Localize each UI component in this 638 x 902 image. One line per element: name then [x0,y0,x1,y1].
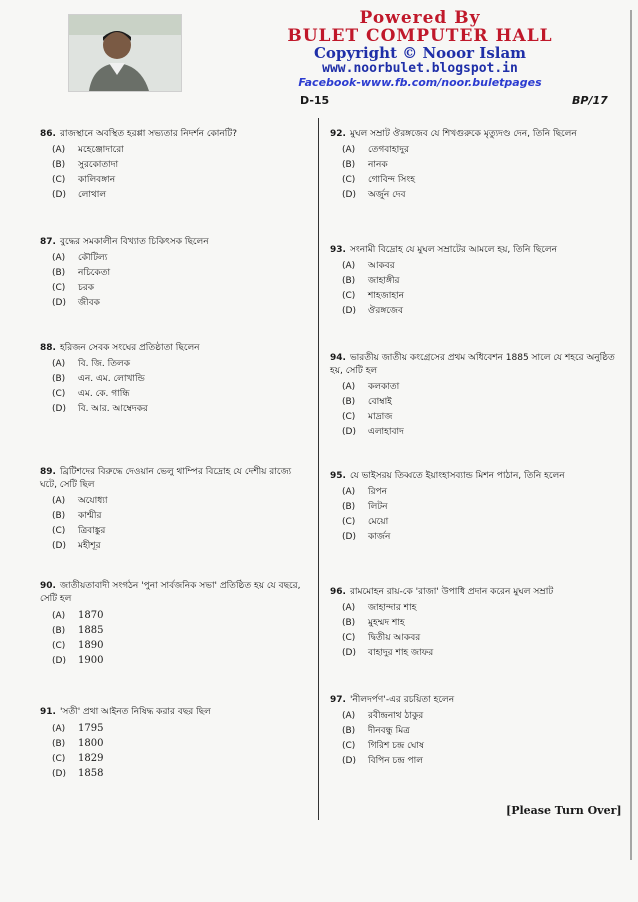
question-number: 96. [330,587,346,597]
question-text: বুদ্ধের সমকালীন বিখ্যাত চিকিৎসক ছিলেন [59,237,209,247]
option-d[interactable]: (D) বিপিন চন্দ্র পাল [342,756,423,766]
question-92 [330,128,620,203]
option-d[interactable]: (D) জীবক [52,298,100,308]
option-a[interactable]: (A) 1870 [52,610,104,621]
option-d[interactable]: (D) 1858 [52,768,104,779]
option-d[interactable]: (D) এলাহাবাদ [342,427,404,437]
set-code: D-15 [300,94,330,107]
booklet-code: BP/17 [572,94,608,107]
question-93 [330,244,620,319]
option-c[interactable]: (C) মেয়ো [342,517,389,527]
option-d[interactable]: (D) 1900 [52,655,104,666]
option-b[interactable]: (B) জাহাঙ্গীর [342,276,400,286]
option-c[interactable]: (C) কালিবঙ্গান [52,175,116,185]
option-c[interactable]: (C) মাদ্রাজ [342,412,393,422]
column-divider [318,118,319,820]
option-b[interactable]: (B) 1885 [52,625,104,636]
option-b[interactable]: (B) 1800 [52,738,104,749]
option-a[interactable]: (A) তেগবাহাদুর [342,145,409,155]
question-number: 87. [40,237,56,247]
question-number: 86. [40,129,56,139]
question-number: 93. [330,245,346,255]
option-d[interactable]: (D) মহীশূর [52,541,101,551]
question-88 [40,342,308,417]
question-number: 92. [330,129,346,139]
option-c[interactable]: (C) দ্বিতীয় আকবর [342,633,421,643]
question-89 [40,466,308,554]
option-b[interactable]: (B) এন. এম. লোখান্ডি [52,374,145,384]
option-d[interactable]: (D) অর্জুন দেব [342,190,406,200]
option-c[interactable]: (C) এম. কে. গান্ধি [52,389,130,399]
option-a[interactable]: (A) অযোধ্যা [52,496,108,506]
question-91 [40,706,308,781]
option-b[interactable]: (B) বোম্বাই [342,397,392,407]
question-number: 94. [330,353,346,363]
option-d[interactable]: (D) বি. আর. আম্বেদকর [52,404,148,414]
author-photo [68,14,182,92]
question-text: হরিজন সেবক সংঘের প্রতিষ্ঠাতা ছিলেন [59,343,200,353]
question-text: যে ভাইসরয় তিব্বতে ইয়াংহাসব্যান্ড মিশন পাঠান, তিনি হলেন [349,471,565,481]
option-c[interactable]: (C) ত্রিবাঙ্কুর [52,526,106,536]
question-text: 'নীলদর্পণ'-এর রচয়িতা হলেন [349,695,455,705]
option-a[interactable]: (A) রবীন্দ্রনাথ ঠাকুর [342,711,424,721]
question-text: রামমোহন রায়-কে 'রাজা' উপাধি প্রদান করেন মুঘল সম্রাট [349,587,554,597]
option-a[interactable]: (A) মহেঞ্জোদারো [52,145,124,155]
question-number: 95. [330,471,346,481]
scan-edge-line [630,10,632,860]
question-number: 89. [40,467,56,477]
question-86 [40,128,308,203]
question-number: 90. [40,581,56,591]
question-94 [330,352,620,440]
option-c[interactable]: (C) শাহজাহান [342,291,405,301]
question-number: 97. [330,695,346,705]
option-c[interactable]: (C) চরক [52,283,95,293]
question-number: 88. [40,343,56,353]
option-a[interactable]: (A) কৌটিল্য [52,253,108,263]
question-text: মুঘল সম্রাট ঔরঙ্গজেব যে শিখগুরুকে মৃত্যুদণ্ড দেন, তিনি ছিলেন [349,129,577,139]
banner-title: BULET COMPUTER HALL [287,26,553,46]
banner-website: www.noorbulet.blogspot.in [322,61,518,76]
option-a[interactable]: (A) রিপন [342,487,388,497]
option-b[interactable]: (B) নানক [342,160,388,170]
option-a[interactable]: (A) বি. জি. তিলক [52,359,130,369]
option-d[interactable]: (D) লোথাল [52,190,107,200]
option-d[interactable]: (D) বাহাদুর শাহ জাফর [342,648,434,658]
option-a[interactable]: (A) আকবর [342,261,395,271]
option-b[interactable]: (B) মুহম্মদ শাহ [342,618,405,628]
question-97 [330,694,620,769]
option-c[interactable]: (C) গোবিন্দ সিংহ [342,175,415,185]
question-text: রাজস্থানে অবস্থিত হরপ্পা সভ্যতার নিদর্শন কোনটি? [59,129,238,139]
portrait-image [69,15,181,91]
option-b[interactable]: (B) দীনবন্ধু মিত্র [342,726,410,736]
turn-over-note: [Please Turn Over] [506,804,622,817]
question-number: 91. [40,707,56,717]
option-c[interactable]: (C) গিরিশ চন্দ্র ঘোষ [342,741,424,751]
banner-powered-by: Powered By [359,8,481,28]
option-a[interactable]: (A) জাহান্দার শাহ [342,603,417,613]
option-b[interactable]: (B) সুরকোতাদা [52,160,119,170]
option-c[interactable]: (C) 1829 [52,753,104,764]
watermark-banner [60,6,620,88]
option-a[interactable]: (A) কলকাতা [342,382,400,392]
question-87 [40,236,308,311]
question-text: সংনামী বিদ্রোহ যে মুঘল সম্রাটের আমলে হয়, তিনি ছিলেন [349,245,557,255]
question-text: জাতীয়তাবাদী সংগঠন 'পুনা সার্বজনিক সভা' প্রতিষ্ঠিত হয় যে বছরে, সেটি হল [40,581,301,604]
option-a[interactable]: (A) 1795 [52,723,104,734]
question-95 [330,470,620,545]
banner-facebook: Facebook-www.fb.com/noor.buletpages [298,76,542,89]
question-text: ভারতীয় জাতীয় কংগ্রেসের প্রথম অধিবেশন 1885 সালে যে শহরে অনুষ্ঠিত হয়, সেটি হল [330,353,615,376]
option-b[interactable]: (B) লিটন [342,502,388,512]
question-text: ব্রিটিশদের বিরুদ্ধে দেওয়ান ভেলু থাম্পির বিদ্রোহ যে দেশীয় রাজ্যে ঘটে, সেটি ছিল [40,467,292,490]
option-b[interactable]: (B) নচিকেতা [52,268,111,278]
banner-copyright: Copyright © Nooor Islam [313,44,527,62]
option-d[interactable]: (D) কার্জন [342,532,391,542]
option-c[interactable]: (C) 1890 [52,640,104,651]
option-b[interactable]: (B) কাশ্মীর [52,511,102,521]
question-96 [330,586,620,661]
option-d[interactable]: (D) ঔরঙ্গজেব [342,306,403,316]
question-text: 'সতী' প্রথা আইনত নিষিদ্ধ করার বছর ছিল [59,707,211,717]
question-90 [40,580,308,668]
